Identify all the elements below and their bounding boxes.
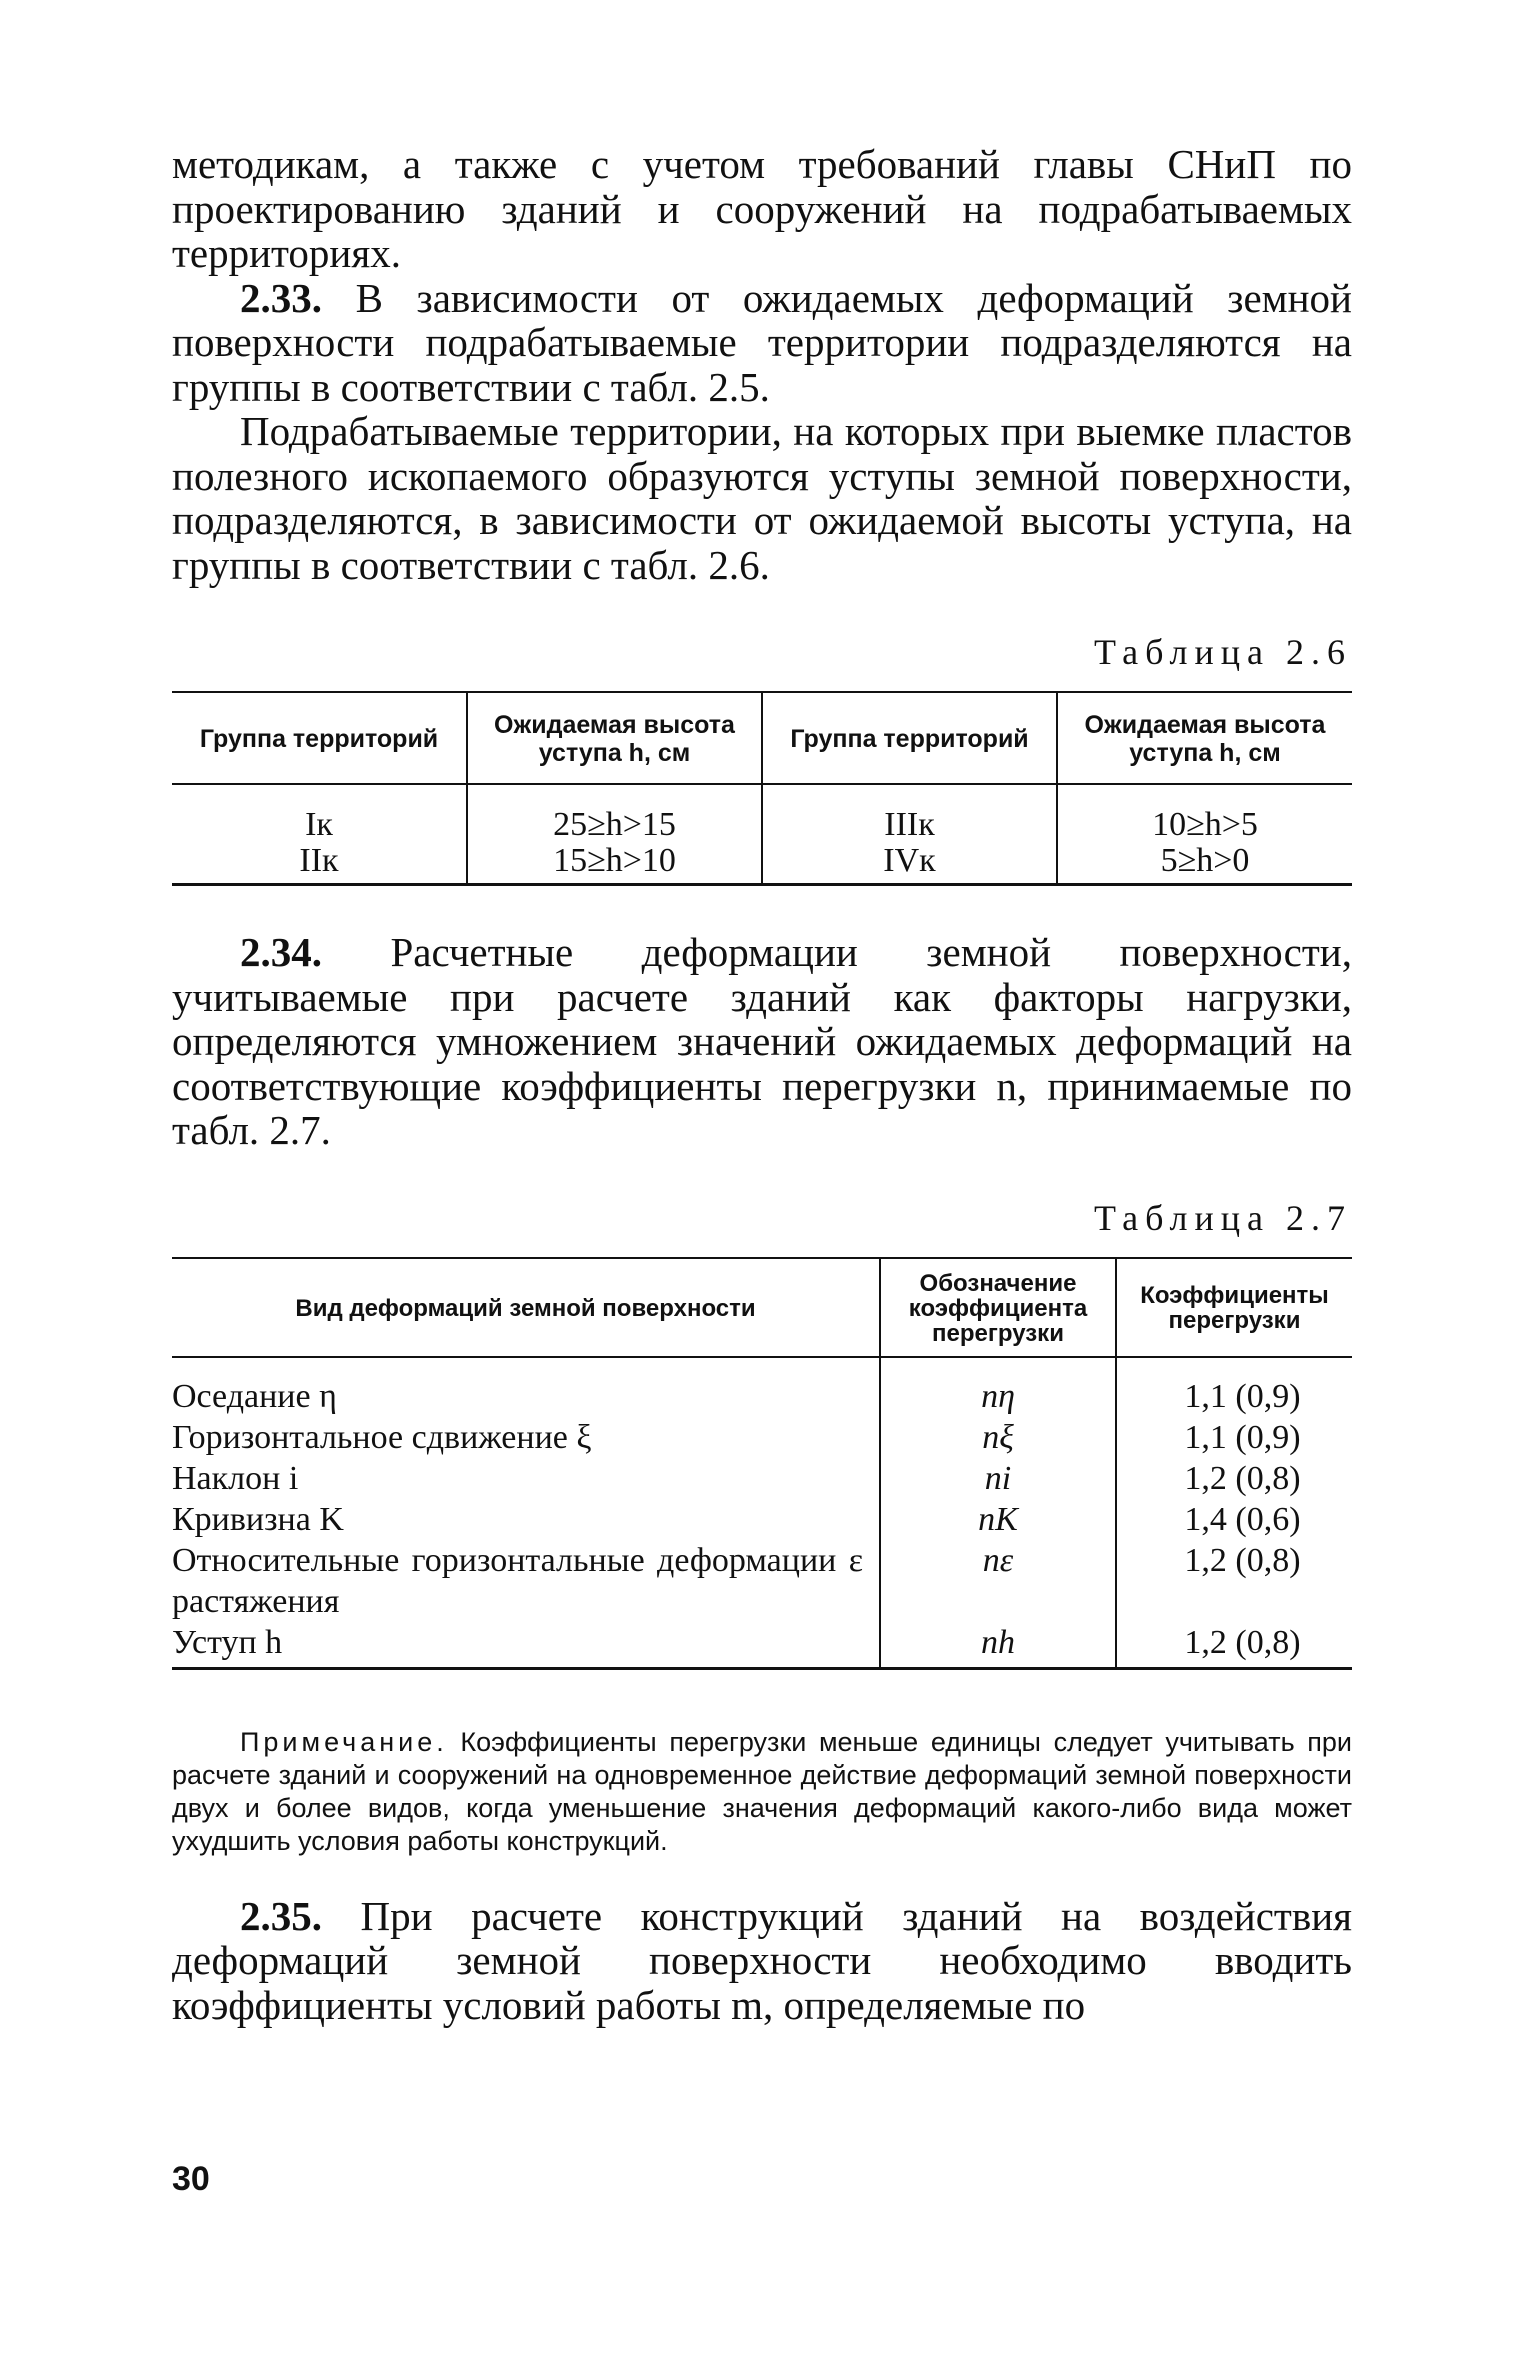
table-row [172, 1357, 1352, 1669]
section-2-34-text: Расчетные деформации земной поверхности, учитываемые при расчете зданий как факторы нагрузки, определяются умножением значений ожидаемых деформаций на соответствующие коэффициенты перегрузки n, принимаемые по табл. 2.7. [172, 929, 1352, 1153]
t6-cell: Iк IIк [172, 784, 467, 885]
t7-header-kind: Вид деформаций земной поверхности [172, 1258, 880, 1357]
section-2-35 [172, 1894, 1352, 2028]
t6-header-group-1: Группа территорий [172, 692, 467, 784]
section-2-34 [172, 930, 1352, 1153]
t7-header-coefficients: Коэффициенты перегрузки [1116, 1258, 1352, 1357]
t7-cell-coefficient: 1,1 (0,9) 1,1 (0,9) 1,2 (0,8) 1,4 (0,6) 1,2 (0,8) 1,2 (0,8) [1184, 1377, 1301, 1661]
t6-cell: 25≥h>15 15≥h>10 [467, 784, 762, 885]
table-note [172, 1726, 1352, 1858]
table-2-6-caption: Таблица 2.6 [1094, 632, 1352, 672]
t6-cell: IIIк IVк [762, 784, 1057, 885]
section-2-33-number: 2.33. [240, 274, 322, 321]
table-2-7 [172, 1257, 1352, 1670]
note-text: Коэффициенты перегрузки меньше единицы следует учитывать при расчете зданий и сооружений на одновременное действие деформаций земной поверхности двух и более видов, когда уменьшение значения деформаций какого-либо вида может ухудшить условия работы конструкций. [172, 1726, 1352, 1856]
t6-header-height-1: Ожидаемая высота уступа h, см [467, 692, 762, 784]
t7-cell-kind: Оседание η Горизонтальное сдвижение ξ Наклон i Кривизна K Относительные горизонтальные деформации ε растяжения Уступ h [172, 1357, 880, 1669]
t7-header-symbol: Обозначение коэффициента перегрузки [880, 1258, 1116, 1357]
t6-cell: 10≥h>5 5≥h>0 [1152, 806, 1258, 879]
t6-header-group-2: Группа территорий [762, 692, 1057, 784]
section-2-35-number: 2.35. [240, 1892, 322, 1939]
intro-paragraph: методикам, а также с учетом требований главы СНиП по проектированию зданий и сооружений на подрабатываемых территориях. [172, 141, 1352, 276]
t7-cell-symbol: nη nξ ni nK nε nh [880, 1357, 1116, 1669]
section-2-33 [172, 276, 1352, 410]
table-2-7-caption: Таблица 2.7 [1094, 1197, 1352, 1238]
t6-header-height-2: Ожидаемая высота уступа h, см [1057, 692, 1352, 784]
section-2-35-text: При расчете конструкций зданий на воздействия деформаций земной поверхности необходимо вводить коэффициенты условий работы m, определяемые по [172, 1892, 1352, 2028]
note-heading: Примечание. [240, 1726, 448, 1757]
table-row [172, 784, 1352, 885]
table-2-6 [172, 691, 1352, 886]
document-page [172, 142, 1352, 2027]
page-number: 30 [172, 2160, 210, 2198]
section-2-34-number: 2.34. [240, 929, 322, 975]
section-2-33-text: В зависимости от ожидаемых деформаций земной поверхности подрабатываемые территории подразделяются на группы в соответствии с табл. 2.5. [172, 274, 1352, 410]
ledges-paragraph: Подрабатываемые территории, на которых при выемке пластов полезного ископаемого образуются уступы земной поверхности, подразделяются, в зависимости от ожидаемой высоты уступа, на группы в соответствии с табл. 2.6. [172, 408, 1352, 588]
